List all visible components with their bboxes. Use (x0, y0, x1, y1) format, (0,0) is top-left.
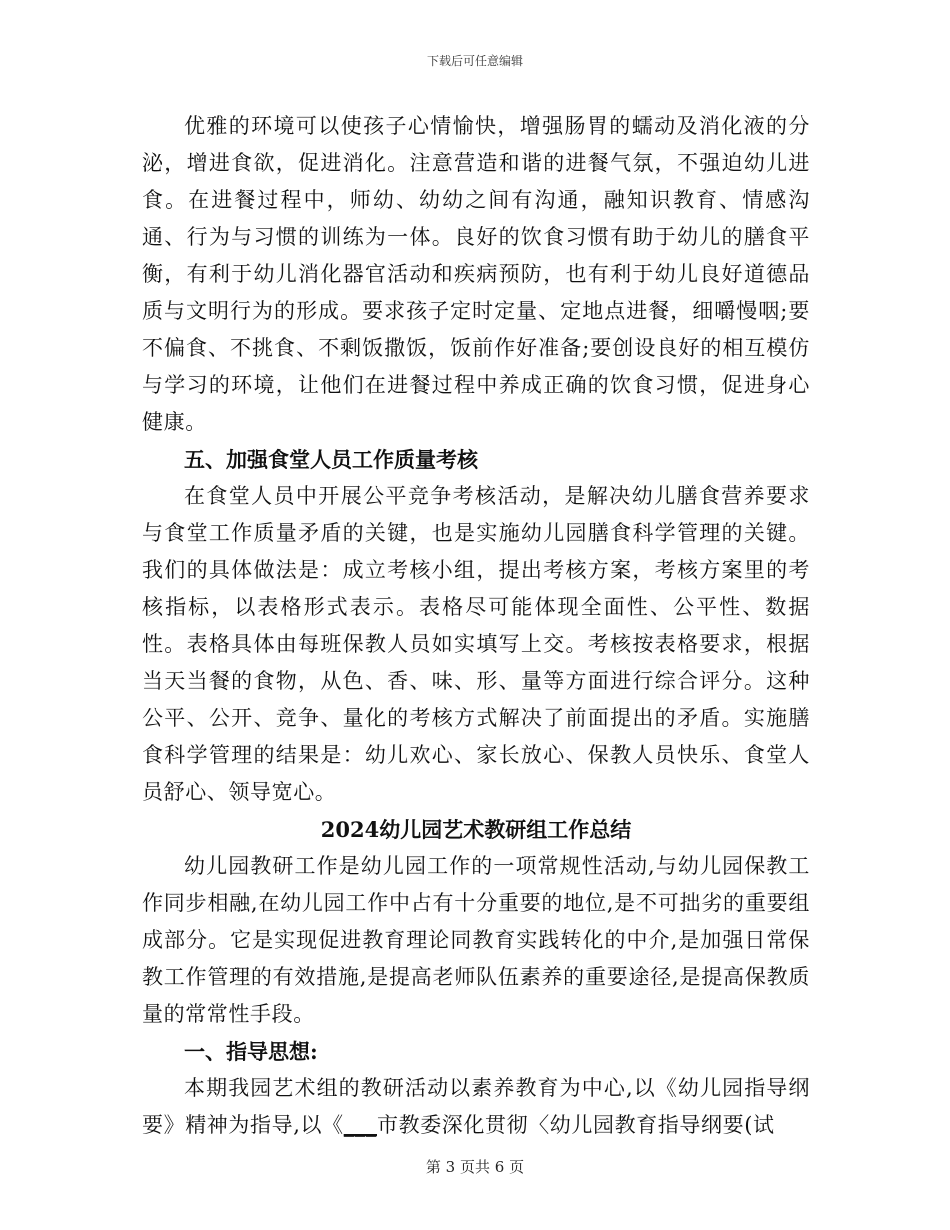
paragraph-dining-environment: 优雅的环境可以使孩子心情愉快，增强肠胃的蠕动及消化液的分泌，增进食欲，促进消化。注意营造和谐的进餐气氛，不强迫幼儿进食。在进餐过程中，师幼、幼幼之间有沟通，融知识教育、情感沟通、行为与习惯的训练为一体。良好的饮食习惯有助于幼儿的膳食平衡，有利于幼儿消化器官活动和疾病预防，也有利于幼儿良好道德品质与文明行为的形成。要求孩子定时定量、定地点进餐，细嚼慢咽;要不偏食、不挑食、不剩饭撒饭，饭前作好准备;要创设良好的相互模仿与学习的环境，让他们在进餐过程中养成正确的饮食习惯，促进身心健康。 (142, 114, 810, 434)
section-heading-5: 五、加强食堂人员工作质量考核 (184, 447, 478, 472)
document-body (142, 108, 810, 1144)
guiding-text-end: 市教委深化贯彻〈幼儿园教育指导纲要(试 (377, 1113, 775, 1137)
paragraph-canteen-assessment: 在食堂人员中开展公平竞争考核活动，是解决幼儿膳食营养要求与食堂工作质量矛盾的关键，也是实施幼儿园膳食科学管理的关键。我们的具体做法是：成立考核小组，提出考核方案，考核方案里的考核指标，以表格形式表示。表格尽可能体现全面性、公平性、数据性。表格具体由每班保教人员如实填写上交。考核按表格要求，根据当天当餐的食物，从色、香、味、形、量等方面进行综合评分。这种公平、公开、竞争、量化的考核方式解决了前面提出的矛盾。实施膳食科学管理的结果是：幼儿欢心、家长放心、保教人员快乐、食堂人员舒心、领导宽心。 (142, 484, 810, 804)
paragraph-research-intro: 幼儿园教研工作是幼儿园工作的一项常规性活动,与幼儿园保教工作同步相融,在幼儿园工作中占有十分重要的地位,是不可拙劣的重要组成部分。它是实现促进教育理论同教育实践转化的中介,是加强日常保教工作管理的有效措施,是提高老师队伍素养的重要途径,是提高保教质量的常常性手段。 (142, 854, 810, 1026)
page-footer: 第 3 页共 6 页 (425, 1158, 525, 1176)
page-header: 下载后可任意编辑 (426, 54, 523, 68)
blank-city-name: ___ (343, 1113, 377, 1137)
section-heading-1: 一、指导思想: (184, 1039, 318, 1064)
guiding-text-start: 本期我园艺术组的教研活动以素养教育为中心,以《幼儿园指导纲要》精神为指导,以《 (142, 1076, 810, 1137)
document-title: 2024幼儿园艺术教研组工作总结 (320, 817, 632, 842)
paragraph-guiding-ideology (142, 1070, 810, 1144)
